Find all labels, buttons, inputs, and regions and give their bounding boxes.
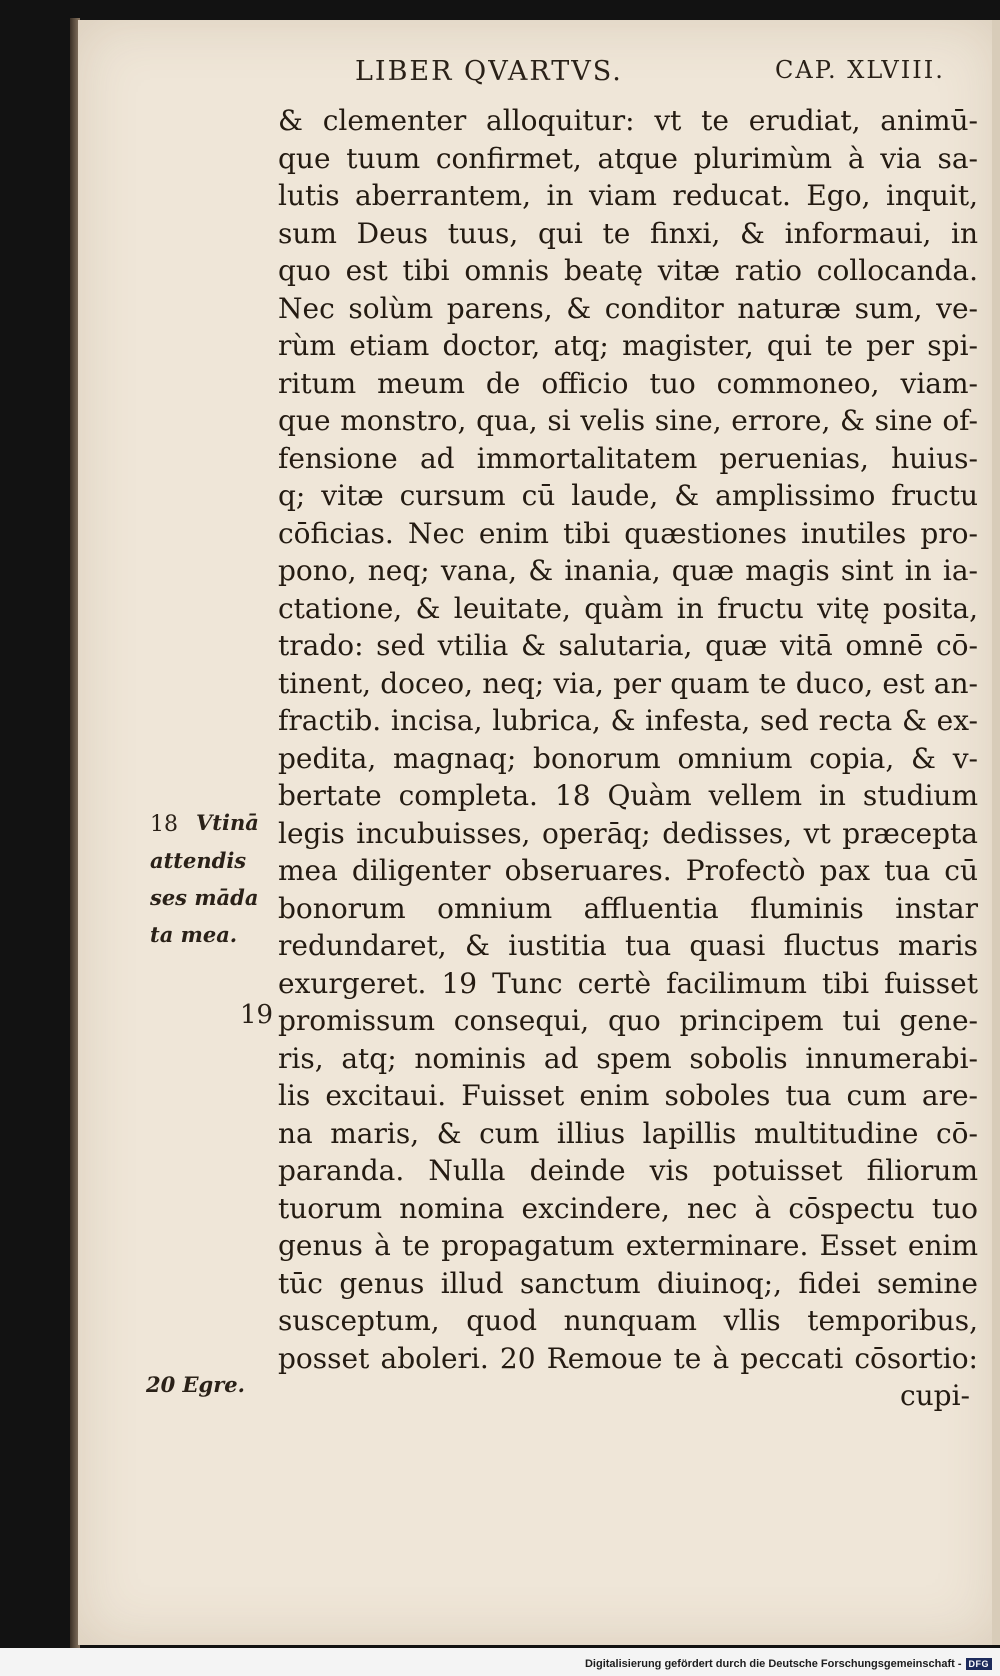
text-line: pedita, magnaq; bonorum omnium copia, & v- — [278, 741, 978, 775]
text-line: tūc genus illud sanctum diuinoq;, fidei semine — [278, 1266, 978, 1300]
main-text-block — [278, 102, 978, 1415]
text-line: tinent, doceo, neq; via, per quam te duco, est an- — [278, 666, 978, 700]
credit-text: Digitalisierung gefördert durch die Deutsche Forschungsgemeinschaft - — [584, 1658, 962, 1670]
text-line: cōficias. Nec enim tibi quæstiones inutiles pro- — [278, 516, 978, 550]
text-line: que tuum confirmet, atque plurimùm à via sa- — [278, 141, 978, 175]
text-line: lis excitaui. Fuisset enim soboles tua cum are- — [278, 1079, 978, 1112]
text-line: ctatione, & leuitate, quàm in fructu vitę posita, — [278, 591, 978, 625]
text-line: susceptum, quod nunquam vllis temporibus, — [278, 1304, 978, 1337]
text-line: ritum meum de officio tuo commoneo, viam- — [278, 366, 978, 400]
margin-verse-number: 19 — [240, 1000, 274, 1030]
text-line: & clementer alloquitur: vt te erudiat, animū- — [278, 104, 978, 137]
margin-note-line: ta mea. — [150, 922, 238, 947]
text-line: exurgeret. 19 Tunc certè facilimum tibi fuisset — [278, 966, 978, 1000]
text-line: rùm etiam doctor, atq; magister, qui te per spi- — [278, 329, 978, 362]
margin-note-line: Vtinā — [196, 810, 259, 835]
text-line: paranda. Nulla deinde vis potuisset filiorum — [278, 1154, 978, 1187]
dfg-logo-icon: DFG — [966, 1658, 993, 1670]
catchword: cupi- — [899, 1379, 970, 1412]
margin-verse-number: 18 — [150, 812, 178, 837]
text-line: na maris, & cum illius lapillis multitudine cō- — [278, 1116, 978, 1150]
text-line: pono, neq; vana, & inania, quæ magis sint in ia- — [278, 554, 978, 587]
text-line: mea diligenter obseruares. Profectò pax tua cū — [278, 854, 978, 887]
text-line: bertate completa. 18 Quàm vellem in studium — [278, 779, 978, 812]
text-line: redundaret, & iustitia tua quasi fluctus maris — [278, 929, 978, 962]
running-title: LIBER QVARTVS. — [355, 56, 623, 87]
text-line: legis incubuisses, operāq; dedisses, vt præcepta — [278, 816, 978, 850]
text-line: q; vitæ cursum cū laude, & amplissimo fructu — [278, 479, 978, 512]
running-header — [355, 56, 980, 96]
text-line: quo est tibi omnis beatę vitæ ratio collocanda. — [278, 254, 978, 287]
text-line: que monstro, qua, si velis sine, errore, & sine of- — [278, 404, 978, 437]
margin-note-line: attendis — [150, 848, 247, 873]
text-line: genus à te propagatum exterminare. Esset enim — [278, 1229, 978, 1262]
text-line: fractib. incisa, lubrica, & infesta, sed recta & ex- — [278, 704, 978, 737]
text-line: lutis aberrantem, in viam reducat. Ego, inquit, — [278, 179, 978, 212]
text-line: bonorum omnium affluentia fluminis instar — [278, 891, 978, 925]
page-right-edge — [992, 20, 1000, 1645]
chapter-number: CAP. XLVIII. — [775, 56, 945, 84]
text-line: posset aboleri. 20 Remoue te à peccati cōsortio: — [278, 1341, 978, 1375]
text-line: tuorum nomina excindere, nec à cōspectu tuo — [278, 1191, 978, 1225]
digitization-credit — [585, 1656, 992, 1672]
text-line: fensione ad immortalitatem peruenias, huius- — [278, 441, 978, 475]
margin-note: 20 Egre. — [146, 1372, 245, 1397]
text-line: ris, atq; nominis ad spem sobolis innumerabi- — [278, 1041, 978, 1075]
text-line: promissum consequi, quo principem tui gene- — [278, 1004, 978, 1037]
text-line: Nec solùm parens, & conditor naturæ sum, ve- — [278, 291, 978, 325]
text-line: sum Deus tuus, qui te finxi, & informaui, in — [278, 216, 978, 250]
margin-note-line: ses māda — [150, 885, 259, 910]
text-line: trado: sed vtilia & salutaria, quæ vitā omnē cō- — [278, 629, 978, 662]
